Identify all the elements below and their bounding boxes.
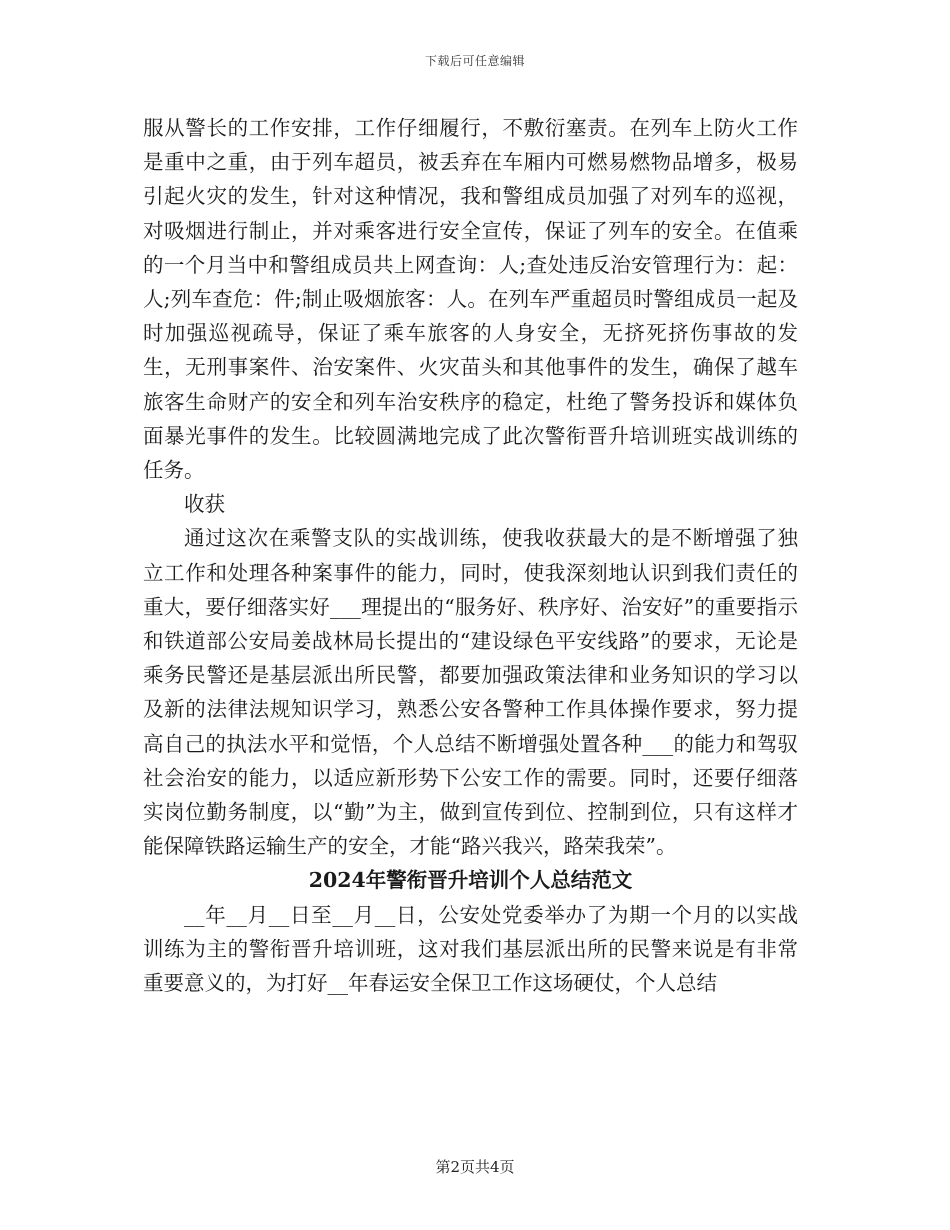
- section-title: 2024年警衔晋升培训个人总结范文: [308, 868, 633, 893]
- body-paragraph-1: 服从警长的工作安排，工作仔细履行，不敷衍塞责。在列车上防火工作是重中之重，由于列车超员，被丢弃在车厢内可燃易燃物品增多，极易引起火灾的发生，针对这种情况，我和警组成员加强了对列车的巡视，对吸烟进行制止，并对乘客进行安全宣传，保证了列车的安全。在值乘的一个月当中和警组成员共上网查询：人;查处违反治安管理行为：起：人;列车查危：件;制止吸烟旅客：人。在列车严重超员时警组成员一起及时加强巡视疏导，保证了乘车旅客的人身安全，无挤死挤伤事故的发生，无刑事案件、治安案件、火灾苗头和其他事件的发生，确保了越车旅客生命财产的安全和列车治安秩序的稳定，杜绝了警务投诉和媒体负面暴光事件的发生。比较圆满地完成了此次警衔晋升培训班实战训练的任务。: [143, 116, 798, 483]
- body-paragraph-3: __年__月__日至__月__日，公安处党委举办了为期一个月的以实战训练为主的警衔晋升培训班，这对我们基层派出所的民警来说是有非常重要意义的，为打好__年春运安全保卫工作这场硬仗，个人总结: [143, 902, 798, 996]
- page-number: 第2页共4页: [435, 1158, 515, 1176]
- section-label: 收获: [184, 492, 225, 517]
- document-body: [143, 111, 798, 1000]
- body-paragraph-2: 通过这次在乘警支队的实战训练，使我收获最大的是不断增强了独立工作和处理各种案事件的能力，同时，使我深刻地认识到我们责任的重大，要仔细落实好___理提出的“服务好、秩序好、治安好”的重要指示和铁道部公安局姜战林局长提出的“建设绿色平安线路”的要求，无论是乘务民警还是基层派出所民警，都要加强政策法律和业务知识的学习以及新的法律法规知识学习，熟悉公安各警种工作具体操作要求，努力提高自己的执法水平和觉悟，个人总结不断增强处置各种___的能力和驾驭社会治安的能力，以适应新形势下公安工作的需要。同时，还要仔细落实岗位勤务制度，以“勤”为主，做到宣传到位、控制到位，只有这样才能保障铁路运输生产的安全，才能“路兴我兴，路荣我荣”。: [143, 526, 798, 859]
- page-header: 下载后可任意编辑: [424, 54, 525, 68]
